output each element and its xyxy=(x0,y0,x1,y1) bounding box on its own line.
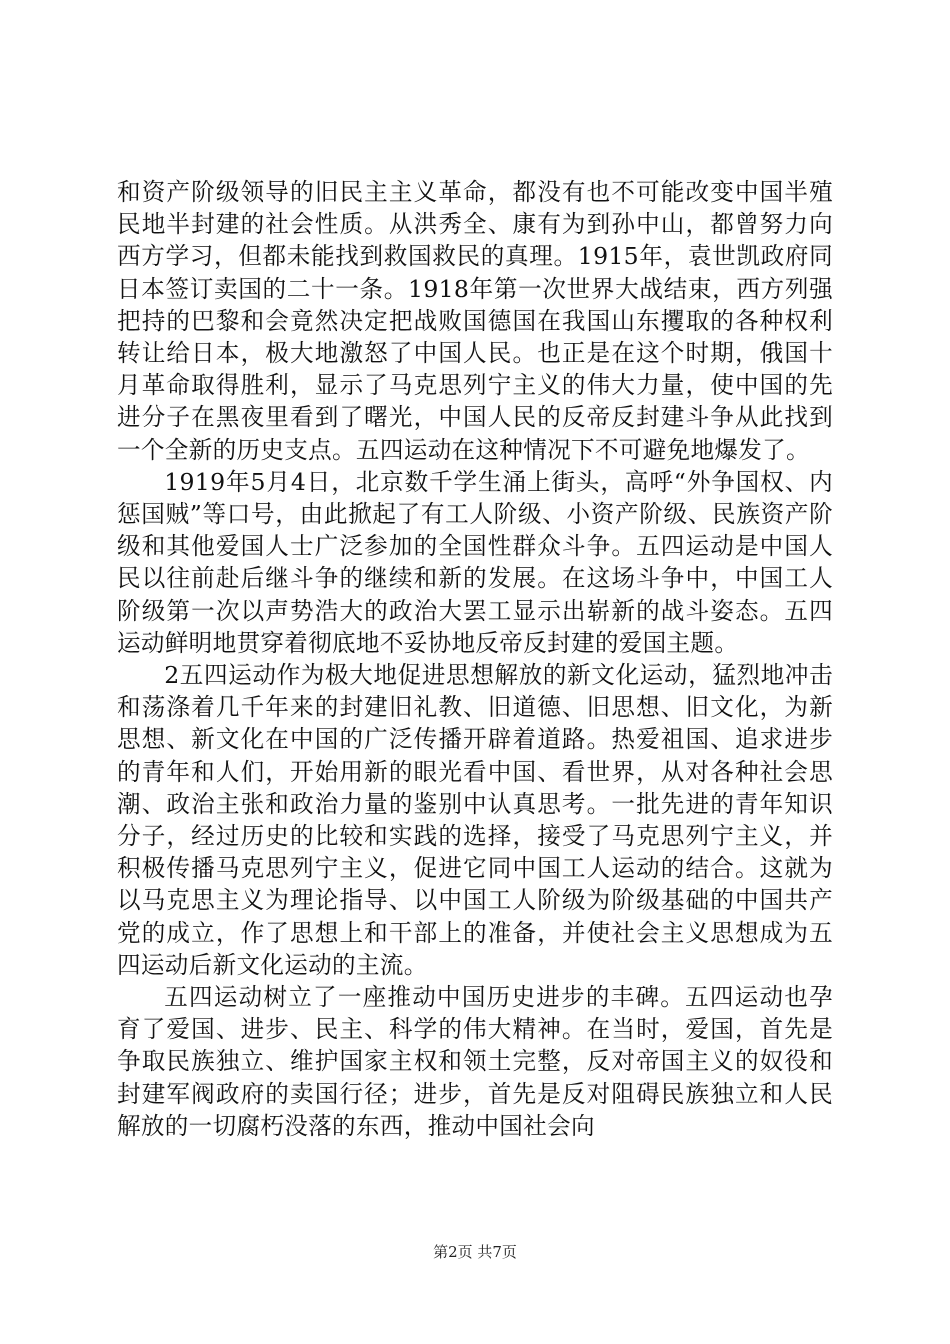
paragraph-3: 2五四运动作为极大地促进思想解放的新文化运动，猛烈地冲击和荡涤着几千年来的封建旧礼教、旧道德、旧思想、旧文化，为新思想、新文化在中国的广泛传播开辟着道路。热爱祖国、追求进步的青年和人们，开始用新的眼光看中国、看世界，从对各种社会思潮、政治主张和政治力量的鉴别中认真思考。一批先进的青年知识分子，经过历史的比较和实践的选择，接受了马克思列宁主义，并积极传播马克思列宁主义，促进它同中国工人运动的结合。这就为以马克思主义为理论指导、以中国工人阶级为阶级基础的中国共产党的成立，作了思想上和干部上的准备，并使社会主义思想成为五四运动后新文化运动的主流。 xyxy=(117,661,833,979)
paragraph-4: 五四运动树立了一座推动中国历史进步的丰碑。五四运动也孕育了爱国、进步、民主、科学的伟大精神。在当时，爱国，首先是争取民族独立、维护国家主权和领土完整，反对帝国主义的奴役和封建军阀政府的卖国行径；进步，首先是反对阻碍民族独立和人民解放的一切腐朽没落的东西，推动中国社会向 xyxy=(117,983,833,1140)
page-number-footer: 第2页 共7页 xyxy=(433,1243,517,1261)
body-text xyxy=(117,176,833,1142)
paragraph-1: 和资产阶级领导的旧民主主义革命，都没有也不可能改变中国半殖民地半封建的社会性质。从洪秀全、康有为到孙中山，都曾努力向西方学习，但都未能找到救国救民的真理。1915年，袁世凯政府同日本签订卖国的二十一条。1918年第一次世界大战结束，西方列强把持的巴黎和会竟然决定把战败国德国在我国山东攫取的各种权利转让给日本，极大地激怒了中国人民。也正是在这个时期，俄国十月革命取得胜利，显示了马克思列宁主义的伟大力量，使中国的先进分子在黑夜里看到了曙光，中国人民的反帝反封建斗争从此找到一个全新的历史支点。五四运动在这种情况下不可避免地爆发了。 xyxy=(117,178,833,464)
paragraph-2: 1919年5月4日，北京数千学生涌上街头，高呼“外争国权、内惩国贼”等口号，由此掀起了有工人阶级、小资产阶级、民族资产阶级和其他爱国人士广泛参加的全国性群众斗争。五四运动是中国人民以往前赴后继斗争的继续和新的发展。在这场斗争中，中国工人阶级第一次以声势浩大的政治大罢工显示出崭新的战斗姿态。五四运动鲜明地贯穿着彻底地不妥协地反帝反封建的爱国主题。 xyxy=(117,467,833,657)
